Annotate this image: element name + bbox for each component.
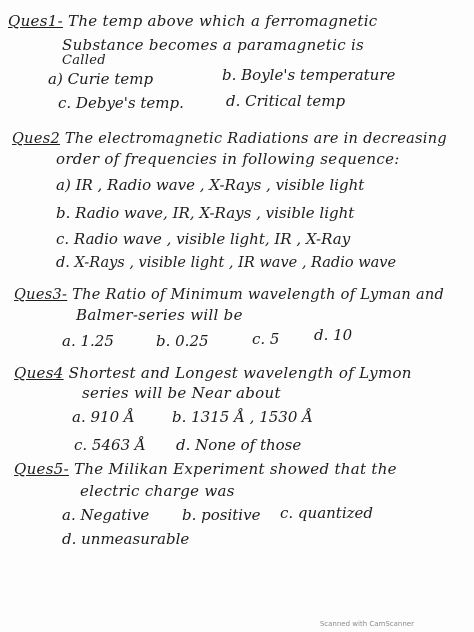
question-1-option-c: c. Debye's temp. [58,94,184,112]
question-3-option-a: a. 1.25 [62,332,114,350]
question-5-option-d: d. unmeasurable [62,530,190,548]
question-1-option-b: b. Boyle's temperature [222,66,396,84]
question-5-line-2: electric charge was [80,482,235,500]
question-2-option-c: c. Radio wave , visible light, IR , X-Ray [56,230,351,248]
question-3-text-1: The Ratio of Minimum wavelength of Lyman and [72,287,445,303]
question-2-line-2: order of frequencies in following sequence: [56,150,400,168]
question-4-line-2: series will be Near about [82,384,281,402]
question-2-label: Ques2 [12,131,60,147]
question-3-line-2: Balmer-series will be [76,306,243,324]
question-1-line-3: Called [62,53,106,68]
question-5-text-1: The Milikan Experiment showed that the [74,460,397,478]
question-3-option-c: c. 5 [252,330,280,348]
question-2-text-1: The electromagnetic Radiations are in decreasing [64,131,447,147]
scanner-watermark: Scanned with CamScanner [319,620,414,628]
question-4-option-d: d. None of those [176,436,302,454]
question-5-label: Ques5- [14,460,69,478]
question-5-option-a: a. Negative [62,506,150,524]
question-4-option-a: a. 910 Å [72,408,135,426]
question-5-line-1 [14,460,397,478]
question-3-label: Ques3- [14,287,68,303]
question-1-label: Ques1- [8,12,63,30]
question-2-option-a: a) IR , Radio wave , X-Rays , visible light [56,176,365,194]
question-4-text-1: Shortest and Longest wavelength of Lymon [68,364,412,382]
question-1-line-1 [8,12,378,30]
question-3-option-d: d. 10 [314,326,353,344]
question-1-option-d: d. Critical temp [226,92,346,110]
question-3-option-b: b. 0.25 [156,332,209,350]
question-2-option-b: b. Radio wave, IR, X-Rays , visible light [56,204,355,222]
question-3-line-1 [14,286,444,304]
question-2-line-1 [12,130,447,148]
question-1-text-1: The temp above which a ferromagnetic [68,12,378,30]
question-5-option-c: c. quantized [280,504,374,522]
question-4-option-c: c. 5463 Å [74,436,146,454]
question-4-option-b: b. 1315 Å , 1530 Å [172,408,313,426]
question-4-label: Ques4 [14,364,64,382]
question-5-option-b: b. positive [182,506,261,524]
question-4-line-1 [14,364,412,382]
question-1-option-a: a) Curie temp [48,70,154,88]
question-1-line-2: Substance becomes a paramagnetic is [62,36,365,54]
question-2-option-d: d. X-Rays , visible light , IR wave , Radio wave [56,255,397,271]
